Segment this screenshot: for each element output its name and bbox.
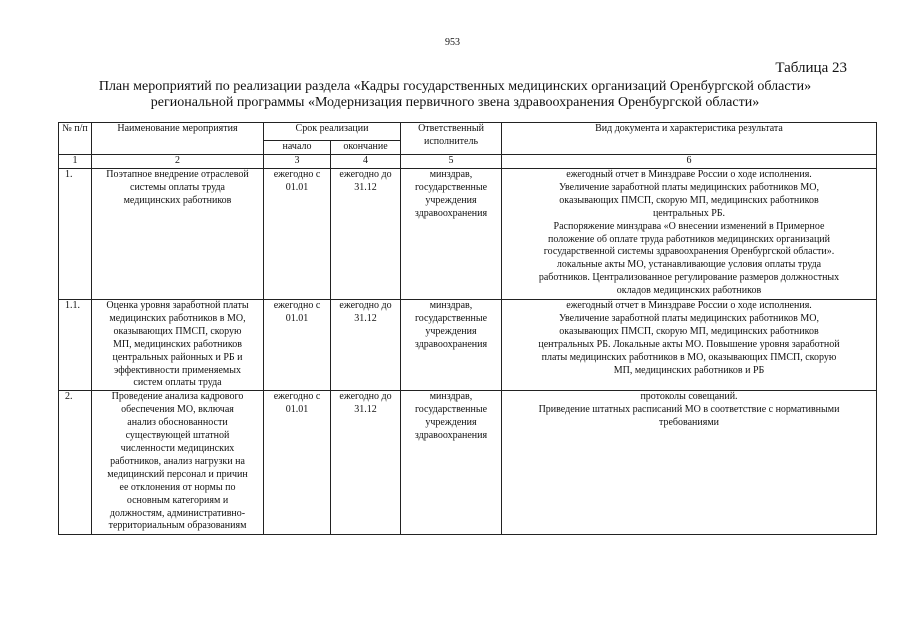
document-title (40, 79, 870, 111)
cell-line: численности медицинских (120, 442, 235, 454)
cell-line: Увеличение заработной платы медицинских работников МО, (559, 181, 819, 193)
cell-line: территориальным образованиям (108, 520, 247, 532)
column-number: 2 (92, 155, 264, 169)
header-num: № п/п (59, 123, 92, 155)
cell-line: учреждения (425, 417, 477, 429)
cell-line: минздрав, (429, 391, 473, 403)
table-caption: Таблица 23 (775, 60, 847, 76)
table-row (59, 300, 877, 391)
executor-cell (401, 391, 502, 535)
cell-line: 01.01 (285, 312, 309, 324)
executor-cell (401, 169, 502, 300)
start-cell (264, 169, 331, 300)
cell-line: ежегодно до (339, 391, 392, 403)
table-body (59, 169, 877, 535)
row-number-cell: 2. (59, 391, 92, 535)
cell-line: оказывающих ПМСП, скорую МП, медицинских работников (559, 194, 819, 206)
column-number: 6 (502, 155, 877, 169)
header-period-end: окончание (331, 141, 401, 155)
plan-table (58, 122, 877, 535)
cell-line: работников, анализ нагрузки на (110, 455, 245, 467)
result-cell (502, 391, 877, 535)
end-cell (331, 300, 401, 391)
cell-line: медицинский персонал и причин (107, 468, 248, 480)
name-cell (92, 391, 264, 535)
name-cell (92, 300, 264, 391)
cell-line: Увеличение заработной платы медицинских работников МО, (559, 312, 819, 324)
cell-line: ежегодно до (339, 300, 392, 311)
cell-line: Распоряжение минздрава «О внесении изменений в Примерное (553, 220, 825, 232)
cell-line: государственные (414, 404, 488, 416)
cell-line: центральных РБ. (652, 207, 726, 219)
cell-line: Поэтапное внедрение отраслевой (106, 169, 249, 180)
column-number: 3 (264, 155, 331, 169)
cell-line: 01.01 (285, 404, 309, 416)
name-cell (92, 169, 264, 300)
cell-line: ежегодно с (273, 391, 321, 403)
cell-line: основным категориям и (126, 494, 229, 506)
cell-line: минздрав, (429, 300, 473, 311)
cell-line: систем оплаты труда (133, 377, 222, 389)
cell-line: МП, медицинских работников и РБ (613, 364, 765, 376)
cell-line: центральных районных и РБ и (112, 351, 243, 363)
start-cell (264, 391, 331, 535)
cell-line: локальные акты МО, устанавливающие условия оплаты труда (556, 259, 822, 271)
header-executor-line: Ответственный (418, 123, 484, 134)
cell-line: работников. Централизованное регулирование размеров должностных (538, 272, 840, 284)
header-name: Наименование мероприятия (92, 123, 264, 155)
cell-line: здравоохранения (414, 430, 488, 442)
cell-line: ежегодный отчет в Минздраве России о ходе исполнения. (566, 300, 812, 311)
cell-line: должностям, административно- (109, 507, 246, 519)
header-result: Вид документа и характеристика результата (502, 123, 877, 155)
cell-line: учреждения (425, 194, 477, 206)
cell-line: государственные (414, 312, 488, 324)
cell-line: оказывающих ПМСП, скорую (113, 325, 242, 337)
cell-line: минздрав, (429, 169, 473, 180)
cell-line: оказывающих ПМСП, скорую МП, медицинских работников (559, 325, 819, 337)
cell-line: МП, медицинских работников (113, 338, 242, 350)
cell-line: здравоохранения (414, 207, 488, 219)
cell-line: медицинских работников в МО, (109, 312, 246, 324)
cell-line: анализ обоснованности (127, 417, 228, 429)
cell-line: Оценка уровня заработной платы (106, 300, 249, 311)
cell-line: центральных РБ. Локальные акты МО. Повышение уровня заработной (538, 338, 840, 350)
title-line: региональной программы «Модернизация первичного звена здравоохранения Оренбургской области» (150, 95, 760, 110)
cell-line: государственной системы здравоохранения Оренбургской области». (543, 246, 835, 258)
table-row (59, 169, 877, 300)
cell-line: Приведение штатных расписаний МО в соответствие с нормативными (538, 404, 840, 416)
cell-line: окладов медицинских работников (616, 285, 762, 297)
header-executor-line: исполнитель (423, 135, 479, 147)
cell-line: 01.01 (285, 181, 309, 193)
start-cell (264, 300, 331, 391)
result-cell (502, 169, 877, 300)
cell-line: ежегодный отчет в Минздраве России о ходе исполнения. (566, 169, 812, 180)
cell-line: обеспечения МО, включая (121, 404, 234, 416)
cell-line: системы оплаты труда (130, 181, 225, 193)
cell-line: требованиями (658, 417, 720, 429)
table-header-row (59, 123, 877, 141)
cell-line: здравоохранения (414, 338, 488, 350)
page-number: 953 (445, 37, 460, 48)
executor-cell (401, 300, 502, 391)
title-line: План мероприятий по реализации раздела «Кадры государственных медицинских организаций Оренбургской области» (98, 79, 812, 94)
cell-line: государственные (414, 181, 488, 193)
cell-line: платы медицинских работников в МО, оказывающих ПМСП, скорую (541, 351, 837, 363)
cell-line: положение об оплате труда работников медицинских организаций (548, 233, 830, 245)
cell-line: 31.12 (354, 404, 377, 416)
cell-line: протоколы совещаний. (640, 391, 738, 403)
cell-line: ежегодно с (273, 169, 321, 180)
row-number-cell: 1. (59, 169, 92, 300)
result-cell (502, 300, 877, 391)
row-number-cell: 1.1. (59, 300, 92, 391)
cell-line: ежегодно с (273, 300, 321, 311)
header-executor (401, 123, 502, 155)
cell-line: эффективности применяемых (114, 364, 241, 376)
end-cell (331, 169, 401, 300)
column-number: 5 (401, 155, 502, 169)
end-cell (331, 391, 401, 535)
table-row (59, 391, 877, 535)
cell-line: Проведение анализа кадрового (111, 391, 244, 403)
column-number-row (59, 155, 877, 169)
cell-line: ее отклонения от нормы по (119, 481, 236, 493)
cell-line: 31.12 (354, 181, 377, 193)
cell-line: существующей штатной (125, 430, 230, 442)
column-number: 1 (59, 155, 92, 169)
cell-line: ежегодно до (339, 169, 392, 180)
cell-line: учреждения (425, 325, 477, 337)
cell-line: медицинских работников (123, 194, 232, 206)
header-period-start: начало (264, 141, 331, 155)
cell-line: 31.12 (354, 312, 377, 324)
header-period: Срок реализации (264, 123, 401, 141)
column-number: 4 (331, 155, 401, 169)
